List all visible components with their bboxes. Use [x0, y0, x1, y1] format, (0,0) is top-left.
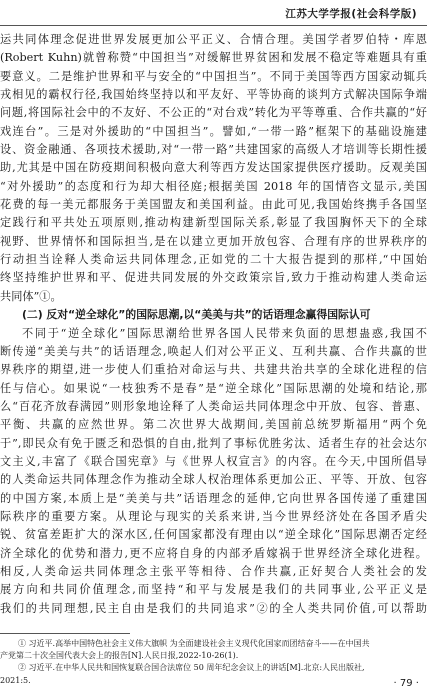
footnote-rule	[0, 633, 130, 634]
text-line: 要意义。二是维护世界和平与安全的“中国担当”。不同于美国等西方国家动辄兵	[0, 69, 427, 83]
running-header: 江苏大学学报(社会科学版)	[285, 8, 417, 20]
text-line: 设、资金融通、各项技术援助,对“一带一路”共建国家的高级人才培训等长期性援	[0, 143, 427, 157]
text-line: 终坚持维护世界和平、促进共同发展的外交政策宗旨,致力于推动构建人类命运	[0, 271, 427, 285]
header-rule	[0, 25, 427, 26]
footnote-2-cont: 2021:5.	[0, 675, 31, 685]
footnotes	[0, 638, 427, 687]
text-line: 行动担当诠释人类命运共同体理念,正如党的二十大报告提到的那样,“中国始	[0, 253, 427, 267]
text-line: 花费的每一美元都服务于美国盟友和美国利益。由此可见,我国始终携手各国坚	[0, 198, 427, 212]
body-text	[0, 31, 427, 618]
text-line: 断传递“美美与共”的话语理念,唤起人们对公平正义、互利共赢、合作共赢的世	[0, 344, 427, 358]
text-line: (Robert Kuhn)就曾称赞“中国担当”对缓解世界贫困和发展不稳定等难题具有重	[0, 51, 427, 65]
text-line: 么“百花齐放春满园”则形象地诠释了人类命运共同体理念中开放、包容、普惠、	[0, 399, 427, 413]
text-line: “对外援助”的态度和行为却大相径庭;根据美国 2018 年的国情咨文显示,美国	[0, 179, 427, 193]
text-line: 文主义,丰富了《联合国宪章》与《世界人权宣言》的内容。在今天,中国所倡导	[0, 454, 427, 468]
text-line: 济全球化的优势和潜力,更不应将自身的内部矛盾嫁祸于世界经济全球化进程。	[0, 546, 427, 560]
text-line: 任与信心。如果说“一枝独秀不是春”是“逆全球化”国际思潮的处境和结论,那	[0, 381, 427, 395]
text-line: 定践行和平共处五项原则,推动构建新型国际关系,彰显了我国胸怀天下的全球	[0, 216, 427, 230]
text-line: 的人类命运共同体理念作为推动全球人权治理体系更加公正、平等、开放、包容	[0, 473, 427, 487]
footnote-2: ② 习近平.在中华人民共和国恢复联合国合法席位 50 周年纪念会议上的讲话[M].北京:人民出版社,	[18, 663, 365, 673]
text-line: 不同于“逆全球化”国际思潮给世界各国人民带来负面的思想蛊惑,我国不	[22, 326, 427, 340]
text-line: 运共同体理念促进世界发展更加公平正义、合情合理。美国学者罗伯特・库恩	[0, 33, 427, 46]
text-line: 戏连台”。三是对外援助的“中国担当”。譬如,“一带一路”框架下的基础设施建	[0, 124, 427, 138]
section-heading: (二) 反对“逆全球化”的国际思潮,以“美美与共”的话语理念赢得国际认可	[22, 308, 371, 322]
text-line: 的中国方案,本质上是“美美与共”话语理念的延伸,它向世界各国传递了重建国	[0, 491, 427, 505]
text-line: 问题,将国际社会中的不友好、不公正的“对台戏”转化为平等尊重、合作共赢的“好	[0, 106, 427, 120]
text-line: 界秩序的期望,进一步使人们重拾对命运与共、共建共治共享的全球化进程的信	[0, 363, 427, 377]
text-line: 相反,人类命运共同体理念主张平等相待、合作共赢,正好契合人类社会的发	[0, 564, 427, 578]
text-line: 我们的共同理想,民主自由是我们的共同追求”②的全人类共同价值,可以帮助	[0, 601, 427, 615]
text-line: 平衡、共赢的应然世界。第二次世界大战期间,美国前总统罗斯福用“两个免	[0, 418, 427, 432]
text-line: 戎相见的霸权行径,我国始终坚持以和平友好、平等协商的谈判方式解决国际争端	[0, 88, 427, 102]
text-line: 助,尤其是中国在防疫期间积极向意大利等西方发达国家提供医疗援助。反观美国	[0, 161, 427, 175]
footnote-1: ① 习近平.高举中国特色社会主义伟大旗帜 为全面建设社会主义现代化国家而团结奋斗——在中国共	[18, 639, 370, 648]
text-line: 共同体”①。	[0, 289, 62, 303]
footnote-1-cont: 产党第二十次全国代表大会上的报告[N].人民日报,2022-10-26(1).	[0, 651, 239, 661]
text-line: 锐、贫富差距扩大的深水区,任何国家都没有理由以“逆全球化”国际思潮否定经	[0, 528, 427, 542]
text-line: 视野、世界情怀和国际担当,是在以建立更加开放包容、合理有序的世界秩序的	[0, 234, 427, 248]
text-line: 展方向和共同价值理念,而坚持“和平与发展是我们的共同事业,公平正义是	[0, 583, 427, 597]
text-line: 于”,即民众有免于匮乏和恐惧的自由,批判了事标优胜劣汰、适者生存的社会达尔	[0, 436, 427, 450]
text-line: 际秩序的重要方案。从理论与现实的关系来讲,当今世界经济处在各国矛盾尖	[0, 509, 427, 523]
page-number: · 79 ·	[393, 678, 419, 689]
